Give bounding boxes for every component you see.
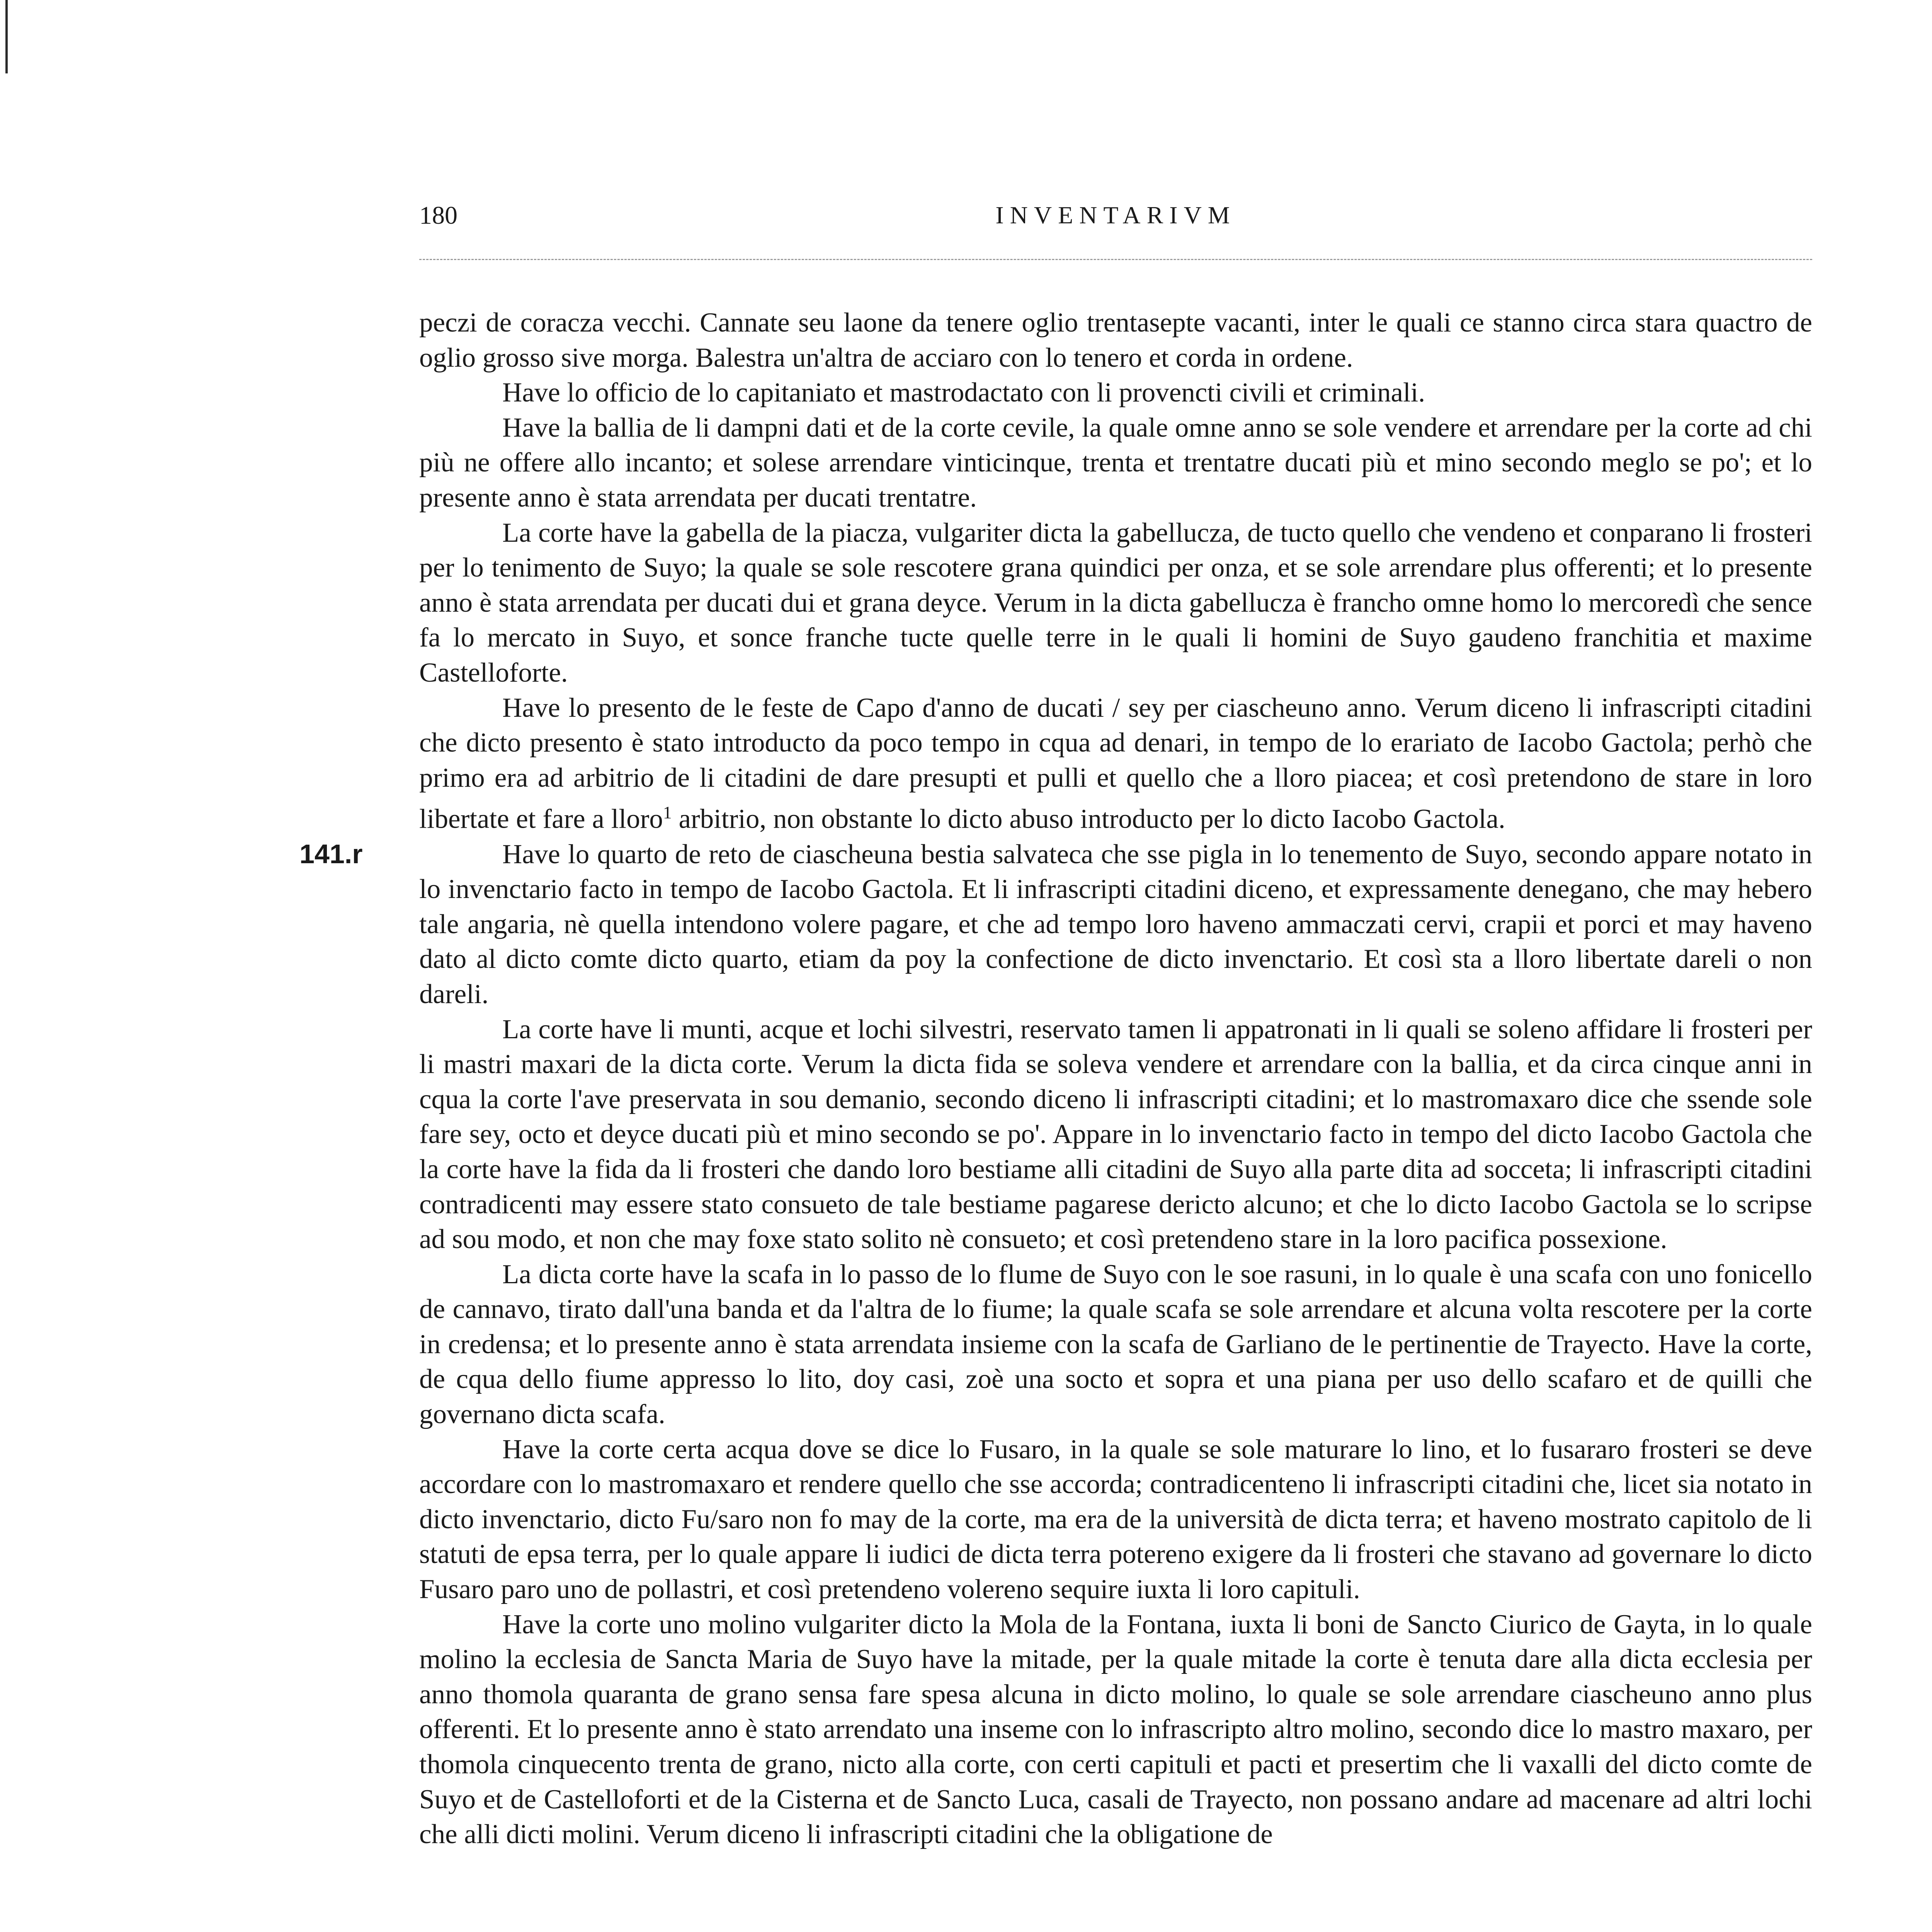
paragraph: Have la corte certa acqua dove se dice lo Fusaro, in la quale se sole maturare lo lino, et lo fusararo frosteri se deve accordare con lo mastromaxaro et rendere quello che sse accorda; contradicenteno li infrascripti citadini che, licet sia notato in dicto invenctario, dicto Fu/saro non fo may de la corte, ma era de la università de dicta terra; et haveno mostrato capitolo de li statuti de epsa terra, per lo quale appare li iudici de dicta terra potereno exigere da li frosteri che stavano ad governare lo dicto Fusaro paro uno de pollastri, et così pretendeno volereno sequire iuxta li loro capituli.: [419, 1434, 1812, 1605]
scan-edge-top: [5, 0, 8, 73]
paragraph: La dicta corte have la scafa in lo passo de lo flume de Suyo con le soe rasuni, in lo quale è una scafa con uno fonicello de cannavo, tirato dall'una banda et da l'altra de lo fiume; la quale scafa se sole arrendare et alcuna volta rescotere per la corte in credensa; et lo presente anno è stata arrendata insieme con la scafa de Garliano de le pertinentie de Trayecto. Have la corte, de cqua dello fiume appresso lo lito, doy casi, zoè una socto et sopra et una piana per uso dello scafaro et de quilli che governano dicta scafa.: [419, 1259, 1812, 1430]
paragraph: Have la corte uno molino vulgariter dicto la Mola de la Fontana, iuxta li boni de Sancto Ciurico de Gayta, in lo quale molino la ecclesia de Sancta Maria de Suyo have la mitade, per la quale mitade la corte è tenuta dare alla dicta ecclesia per anno thomola quaranta de grano sensa fare spesa alcuna in dicto molino, lo quale se sole arrendare ciascheuno anno plus offerenti. Et lo presente anno è stato arrendato una inseme con lo infrascripto altro molino, secondo dice lo mastro maxaro, per thomola cinquecento trenta de grano, nicto alla corte, con certi capituli et pacti et presertim che li vaxalli del dicto comte de Suyo et de Castelloforti et de la Cisterna et de Sancto Luca, casali de Trayecto, non possano andare ad macenare ad altri lochi che alli dicti molini. Verum diceno li infrascripti citadini che la obligatione de: [419, 1609, 1812, 1850]
paragraph: peczi de coracza vecchi. Cannate seu laone da tenere oglio trentasepte vacanti, inter le quali ce stanno circa stara quactro de oglio grosso sive morga. Balestra un'altra de acciaro con lo tenero et corda in ordene.: [419, 308, 1812, 373]
paragraph: La corte have la gabella de la piacza, vulgariter dicta la gabellucza, de tucto quello che vendeno et conparano li frosteri per lo tenimento de Suyo; la quale se sole rescotere grana quindici per onza, et se sole arrendare plus offerenti; et lo presente anno è stata arrendata per ducati dui et grana deyce. Verum in la dicta gabellucza è francho omne homo lo mercoredì che sence fa lo mercato in Suyo, et sonce franche tucte quelle terre in le quali li homini de Suyo gaudeno franchitia et maxime Castelloforte.: [419, 517, 1812, 688]
paragraph: La corte have li munti, acque et lochi silvestri, reservato tamen li appatronati in li quali se soleno affidare li frosteri per li mastri maxari de la dicta corte. Verum la dicta fida se soleva vendere et arrendare con la ballia, et da circa cinque anni in cqua la corte l'ave preservata in sou demanio, secondo diceno li infrascripti citadini; et lo mastromaxaro dice che ssende sole fare sey, octo et deyce ducati più et mino secondo se po'. Appare in lo invenctario facto in tempo del dicto Iacobo Gactola che la corte have la fida da li frosteri che dando loro bestiame alli citadini de Suyo alla parte dita ad socceta; li infrascripti citadini contradicenti may essere stato consueto de tale bestiame pagarese dericto alcuno; et che lo dicto Iacobo Gactola se lo scripse ad sou modo, et non che may foxe stato solito nè consueto; et così pretendeno stare in la loro pacifica possexione.: [419, 1014, 1812, 1255]
paragraph-part: Have lo presento de le feste de Capo d'anno de ducati / sey per ciascheuno anno. Verum diceno li infrascripti citadini che dicto presento è stato introducto da poco tempo in cqua ad denari, in tempo de lo erariato de Iacobo Gactola; perhò che primo era ad arbitrio de li citadini de dare presupti et pulli et quello che a lloro piacea; et così pretendono de stare in loro libertate et fare a lloro: [419, 692, 1812, 834]
running-title: INVENTARIVM: [995, 201, 1236, 229]
margin-folio-note: 141.r: [299, 839, 363, 869]
paragraph: [419, 690, 1812, 837]
page-number: 180: [419, 201, 457, 230]
paragraph: Have la ballia de li dampni dati et de la corte cevile, la quale omne anno se sole vendere et arrendare per la corte ad chi più ne offere allo incanto; et solese arrendare vinticinque, trenta et trentatre ducati più et mino secondo meglo se po'; et lo presente anno è stata arrendata per ducati trentatre.: [419, 412, 1812, 513]
paragraph: Have lo quarto de reto de ciascheuna bestia salvateca che sse pigla in lo tenemento de Suyo, secondo appare notato in lo invenctario facto in tempo de Iacobo Gactola. Et li infrascripti citadini diceno, et expressamente denegano, che may hebero tale angaria, nè quella intendono volere pagare, et che ad tempo loro haveno ammaczati cervi, crapii et porci et may haveno dato al dicto comte dicto quarto, etiam da poy la confectione de dicto invenctario. Et così sta a lloro libertate dareli o non dareli.: [419, 839, 1812, 1009]
header-rule: [419, 259, 1812, 260]
paragraph-part: arbitrio, non obstante lo dicto abuso introducto per lo dicto Iacobo Gactola.: [672, 804, 1505, 834]
footnote-ref: 1: [663, 803, 672, 823]
paragraph: Have lo officio de lo capitaniato et mastrodactato con li provencti civili et criminali.: [502, 378, 1425, 408]
body-text: [419, 305, 1812, 1852]
page-header: [419, 201, 1812, 236]
